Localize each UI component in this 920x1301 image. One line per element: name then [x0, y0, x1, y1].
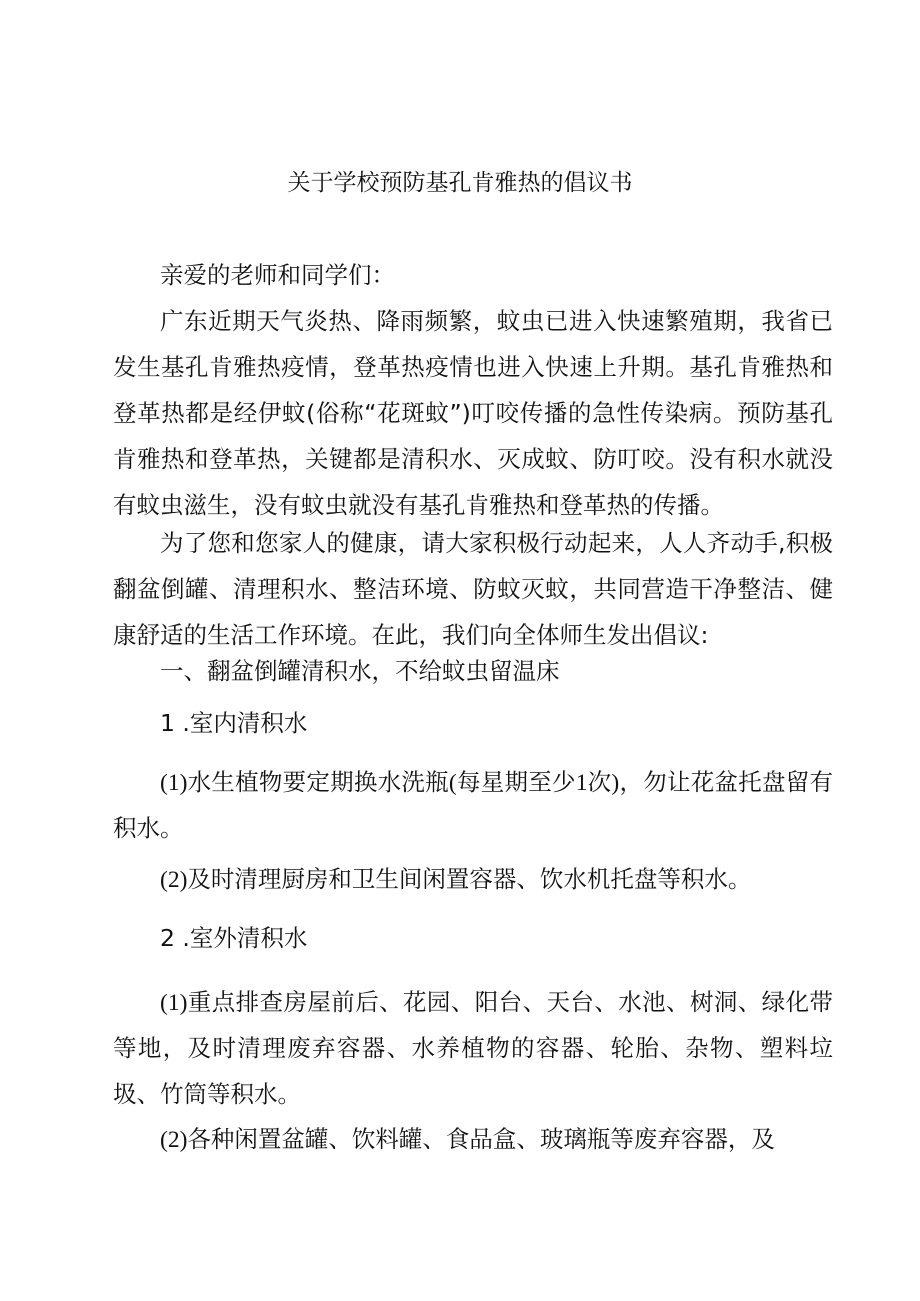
list-item-indoor-2: (2)及时清理厨房和卫生间闲置容器、饮水机托盘等积水。: [160, 867, 752, 893]
list-item-indoor-1: (1)水生植物要定期换水洗瓶(每星期至少1次)，勿让花盆托盘留有积水。: [113, 770, 833, 842]
subheading-indoor: 1 .室内清积水: [160, 709, 308, 737]
list-item-outdoor-2: (2)各种闲置盆罐、饮料罐、食品盒、玻璃瓶等废弃容器，及: [160, 1127, 775, 1153]
body-paragraph-2: 为了您和您家人的健康，请大家积极行动起来，人人齐动手,积极翻盆倒罐、清理积水、整洁环境、防蚊灭蚊，共同营造干净整洁、健康舒适的生活工作环境。在此，我们向全体师生发出倡议:: [113, 529, 833, 649]
document-title: 关于学校预防基孔肯雅热的倡议书: [287, 170, 633, 196]
list-item-outdoor-1: (1)重点排查房屋前后、花园、阳台、天台、水池、树洞、绿化带等地，及时清理废弃容器、水养植物的容器、轮胎、杂物、塑料垃圾、竹筒等积水。: [113, 990, 833, 1108]
subheading-outdoor: 2 .室外清积水: [160, 924, 308, 952]
section-heading-1: 一、翻盆倒罐清积水，不给蚊虫留温床: [160, 657, 560, 685]
body-paragraph-1: 广东近期天气炎热、降雨频繁，蚊虫已进入快速繁殖期，我省已发生基孔肯雅热疫情，登革热疫情也进入快速上升期。基孔肯雅热和登革热都是经伊蚊(俗称“花斑蚊”)叮咬传播的急性传染病。预防基孔肯雅热和登革热，关键都是清积水、灭成蚊、防叮咬。没有积水就没有蚊虫滋生，没有蚊虫就没有基孔肯雅热和登革热的传播。: [113, 307, 833, 519]
greeting-line: 亲爱的老师和同学们：: [160, 261, 395, 289]
